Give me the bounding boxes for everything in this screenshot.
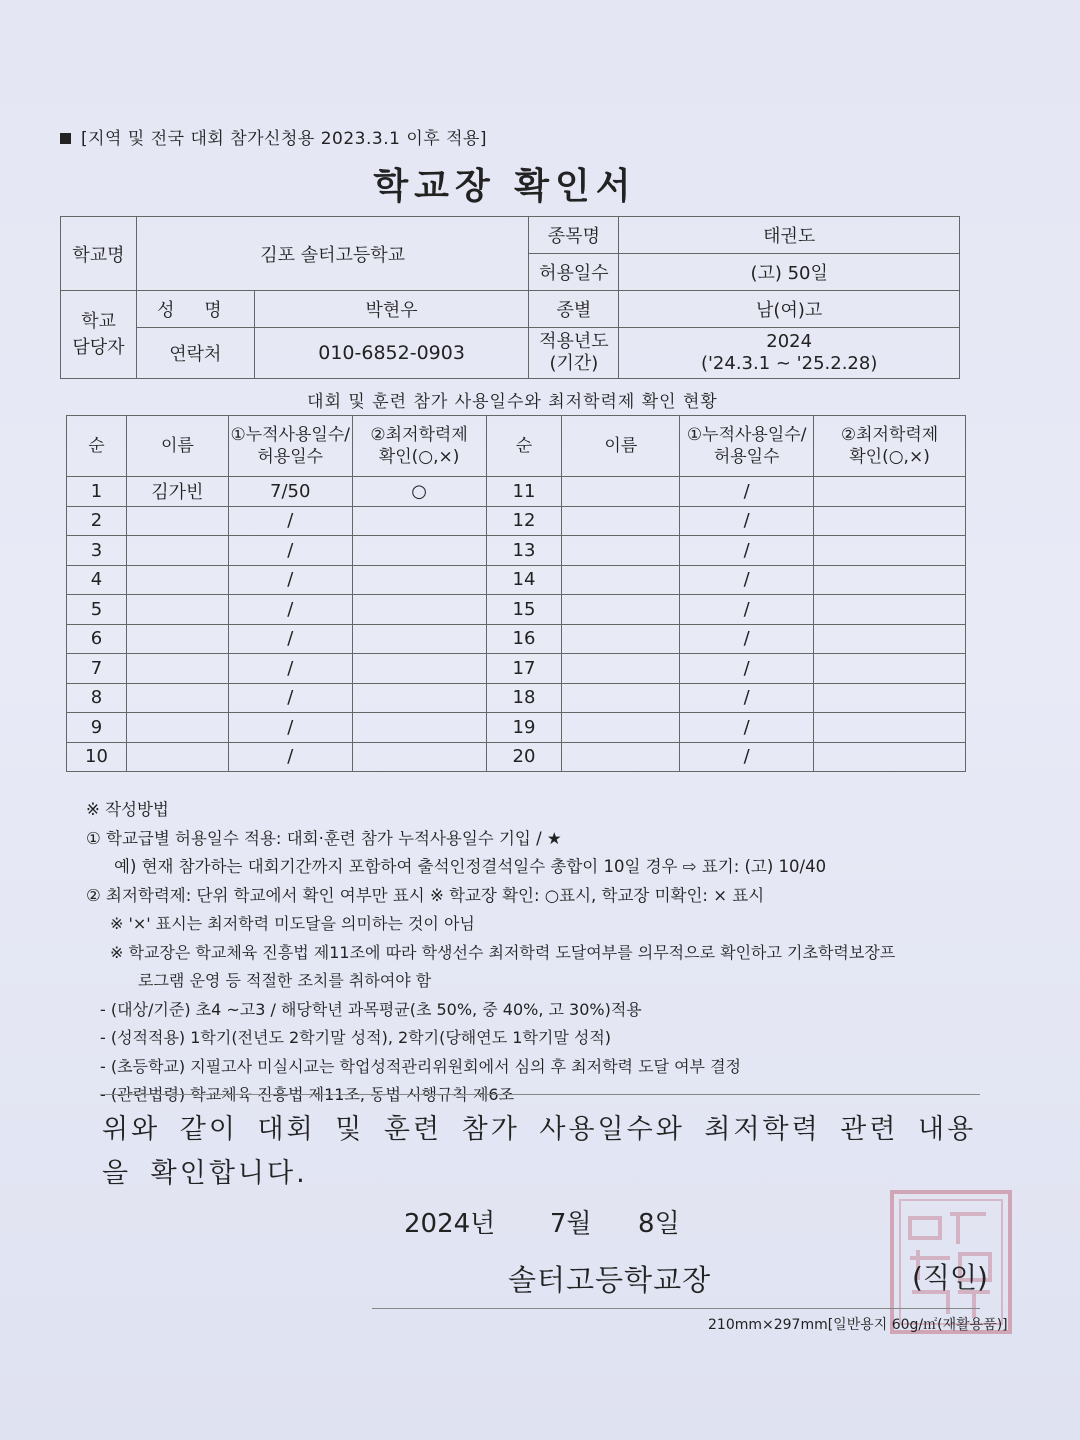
row-name	[126, 624, 228, 654]
row-check	[814, 506, 966, 536]
paper-spec-footer: 210mm×297mm[일반용지 60g/㎡(재활용품)]	[708, 1317, 1008, 1333]
detail-4: - (관련법령) 학교체육 진흥법 제11조, 동법 시행규칙 제6조	[100, 1085, 515, 1104]
year-value: 2024	[766, 331, 813, 352]
row-name: 김가빈	[126, 477, 228, 507]
header-no-left: 순	[67, 416, 127, 477]
row-name	[562, 654, 680, 684]
table-row	[67, 595, 966, 625]
header-name-right: 이름	[562, 416, 680, 477]
sport-label: 종목명	[529, 217, 619, 254]
row-name	[562, 536, 680, 566]
sport-value: 태권도	[619, 217, 960, 254]
row-no: 19	[486, 713, 562, 743]
row-name	[126, 683, 228, 713]
participant-table	[66, 415, 966, 772]
row-no: 8	[67, 683, 127, 713]
table-row	[67, 565, 966, 595]
header-note	[60, 124, 487, 149]
row-name	[126, 506, 228, 536]
row-name	[562, 477, 680, 507]
table-row	[67, 742, 966, 772]
row-days: /	[228, 683, 352, 713]
row-no: 15	[486, 595, 562, 625]
info-table	[60, 216, 960, 379]
school-label: 학교명	[61, 217, 137, 291]
row-no: 12	[486, 506, 562, 536]
section-title: 대회 및 훈련 참가 사용일수와 최저학력제 확인 현황	[307, 392, 718, 412]
signer-title: 솔터고등학교장	[508, 1263, 712, 1297]
row-check	[352, 565, 486, 595]
row-no: 16	[486, 624, 562, 654]
header-check-left: ②최저학력제 확인(○,×)	[352, 416, 486, 477]
row-name	[562, 506, 680, 536]
table-row	[67, 713, 966, 743]
row-days: /	[228, 506, 352, 536]
row-name	[126, 565, 228, 595]
row-name	[562, 624, 680, 654]
row-name	[562, 713, 680, 743]
row-no: 6	[67, 624, 127, 654]
row-no: 9	[67, 713, 127, 743]
table-row	[67, 624, 966, 654]
row-name	[126, 742, 228, 772]
row-days: /	[680, 654, 814, 684]
table-row	[67, 477, 966, 507]
header-note-text: [지역 및 전국 대회 참가신청용 2023.3.1 이후 적용]	[81, 129, 488, 149]
days-label: 허용일수	[529, 254, 619, 291]
row-no: 10	[67, 742, 127, 772]
row-days: /	[228, 595, 352, 625]
row-days: /	[680, 506, 814, 536]
row-days: /	[228, 654, 352, 684]
writing-guide	[86, 796, 986, 1110]
row-check	[814, 624, 966, 654]
table-row	[67, 654, 966, 684]
manager-label: 학교 담당자	[61, 291, 137, 379]
school-value: 김포 솔터고등학교	[136, 217, 529, 291]
header-days-right: ①누적사용일수/ 허용일수	[680, 416, 814, 477]
row-check	[814, 595, 966, 625]
row-name	[126, 713, 228, 743]
name-label: 성 명	[136, 291, 254, 328]
document-title: 학교장 확인서	[373, 166, 637, 207]
row-no: 14	[486, 565, 562, 595]
row-name	[562, 683, 680, 713]
notes-heading: ※ 작성방법	[86, 800, 169, 819]
row-days: /	[680, 683, 814, 713]
row-no: 2	[67, 506, 127, 536]
contact-label: 연락처	[136, 328, 254, 379]
row-check	[352, 595, 486, 625]
row-check	[814, 683, 966, 713]
row-days: /	[680, 565, 814, 595]
row-days: 7/50	[228, 477, 352, 507]
square-bullet-icon	[60, 133, 71, 144]
header-days-left: ①누적사용일수/ 허용일수	[228, 416, 352, 477]
row-check	[814, 477, 966, 507]
row-check: ○	[352, 477, 486, 507]
note-2-a: ※ '×' 표시는 최저학력 미도달을 의미하는 것이 아님	[110, 914, 475, 933]
row-check	[352, 624, 486, 654]
header-check-right: ②최저학력제 확인(○,×)	[814, 416, 966, 477]
row-name	[562, 565, 680, 595]
table-row	[67, 506, 966, 536]
divider-top	[100, 1094, 980, 1095]
row-days: /	[228, 565, 352, 595]
contact-value: 010-6852-0903	[254, 328, 529, 379]
row-check	[814, 536, 966, 566]
row-name	[562, 742, 680, 772]
row-no: 11	[486, 477, 562, 507]
note-1-example: 예) 현재 참가하는 대회기간까지 포함하여 출석인정결석일수 총합이 10일 경우 ⇨ 표기: (고) 10/40	[114, 857, 827, 876]
row-check	[352, 713, 486, 743]
row-check	[814, 742, 966, 772]
row-no: 17	[486, 654, 562, 684]
sign-date	[404, 1203, 680, 1240]
table-row	[67, 683, 966, 713]
row-check	[352, 536, 486, 566]
row-days: /	[680, 624, 814, 654]
detail-3: - (초등학교) 지필고사 미실시교는 학업성적관리위원회에서 심의 후 최저학력 도달 여부 결정	[100, 1056, 741, 1076]
note-2-b2: 로그램 운영 등 적절한 조치를 취하여야 함	[138, 971, 432, 990]
table-row	[67, 536, 966, 566]
detail-1: - (대상/기준) 초4 ~고3 / 해당학년 과목평균(초 50%, 중 40%, 고 30%)적용	[100, 999, 642, 1019]
header-name-left: 이름	[126, 416, 228, 477]
row-check	[814, 713, 966, 743]
year-cell	[619, 328, 960, 379]
row-days: /	[680, 595, 814, 625]
row-days: /	[228, 742, 352, 772]
row-check	[814, 654, 966, 684]
row-days: /	[228, 536, 352, 566]
row-no: 3	[67, 536, 127, 566]
detail-2: - (성적적용) 1학기(전년도 2학기말 성적), 2학기(당해연도 1학기말 성적)	[100, 1028, 612, 1047]
row-name	[126, 595, 228, 625]
row-days: /	[228, 624, 352, 654]
gender-label: 종별	[529, 291, 619, 328]
row-no: 1	[67, 477, 127, 507]
date-day: 8일	[638, 1209, 680, 1239]
row-check	[352, 683, 486, 713]
row-days: /	[680, 742, 814, 772]
row-no: 18	[486, 683, 562, 713]
divider-bottom	[372, 1308, 980, 1309]
seal-label: (직인)	[912, 1261, 988, 1294]
note-1: ① 학교급별 허용일수 적용: 대회·훈련 참가 누적사용일수 기입 / ★	[86, 828, 562, 848]
date-month: 7월	[549, 1209, 592, 1239]
days-value: (고) 50일	[619, 254, 960, 291]
row-check	[352, 654, 486, 684]
row-check	[352, 742, 486, 772]
row-days: /	[680, 713, 814, 743]
note-2: ② 최저학력제: 단위 학교에서 확인 여부만 표시 ※ 학교장 확인: ○표시, 학교장 미확인: × 표시	[86, 885, 765, 905]
note-2-b1: ※ 학교장은 학교체육 진흥법 제11조에 따라 학생선수 최저학력 도달여부를 의무적으로 확인하고 기초학력보장프	[110, 942, 896, 962]
header-no-right: 순	[486, 416, 562, 477]
row-no: 4	[67, 565, 127, 595]
year-label: 적용년도 (기간)	[529, 328, 619, 379]
row-no: 7	[67, 654, 127, 684]
row-no: 20	[486, 742, 562, 772]
row-days: /	[680, 536, 814, 566]
name-value: 박현우	[254, 291, 529, 328]
gender-value: 남(여)고	[619, 291, 960, 328]
date-year: 2024년	[404, 1209, 496, 1239]
confirm-statement: 위와 같이 대회 및 훈련 참가 사용일수와 최저학력 관련 내용을 확인합니다.	[102, 1114, 977, 1189]
row-check	[352, 506, 486, 536]
row-name	[126, 654, 228, 684]
row-no: 5	[67, 595, 127, 625]
period-value: ('24.3.1 ~ '25.2.28)	[700, 353, 878, 374]
row-days: /	[228, 713, 352, 743]
row-check	[814, 565, 966, 595]
row-name	[562, 595, 680, 625]
row-days: /	[680, 477, 814, 507]
row-no: 13	[486, 536, 562, 566]
row-name	[126, 536, 228, 566]
